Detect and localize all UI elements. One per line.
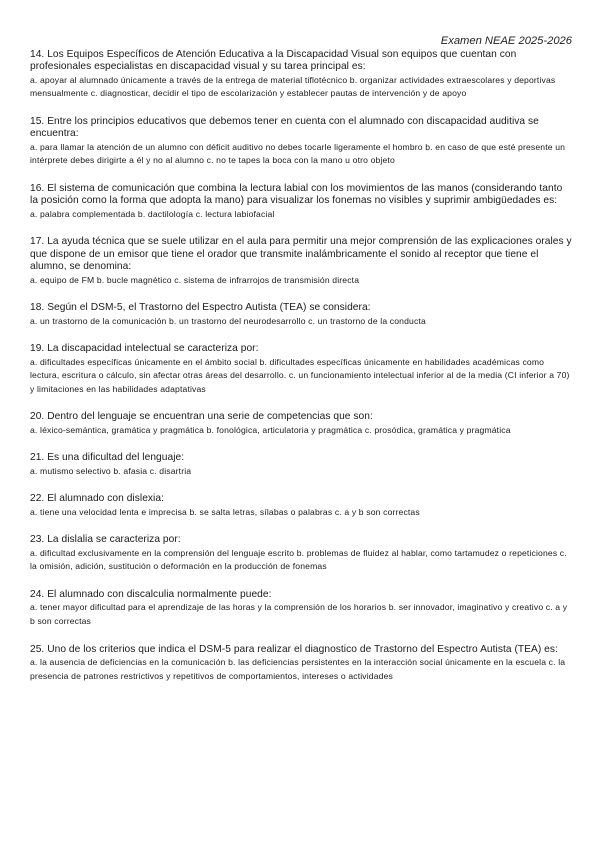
question-stem: 19. La discapacidad intelectual se caracteriza por: [30,343,259,355]
question-19 [30,343,572,396]
question-options: a. léxico-semántica, gramática y pragmática b. fonológica, articulatoria y pragmática c. prosódica, gramática y pragmática [30,424,511,435]
question-options: a. equipo de FM b. bucle magnético c. sistema de infrarrojos de transmisión directa [30,274,360,285]
question-options: a. apoyar al alumnado únicamente a través de la entrega de material tiflotécnico b. organizar actividades extraescolares y deportivas mensualmente c. diagnosticar, decidir el tipo de escolarización y establecer pautas de intervención y de apoyo [30,74,556,99]
question-14 [30,49,572,101]
question-21 [30,452,572,478]
question-options: a. dificultad exclusivamente en la comprensión del lenguaje escrito b. problemas de fluidez al hablar, como tartamudez o repeticiones c. la omisión, adición, sustitución o deformación en la producción de fonemas [30,547,567,572]
question-stem: 16. El sistema de comunicación que combina la lectura labial con los movimientos de las manos (considerando tanto la posición como la forma que adopta la mano) para visualizar los fonemas no visibles y suprimir ambigüedades es: [30,183,563,207]
question-18 [30,302,572,328]
question-stem: 25. Uno de los criterios que indica el DSM-5 para realizar el diagnostico de Trastorno del Espectro Autista (TEA) es: [30,643,558,655]
question-16 [30,183,572,221]
question-stem: 20. Dentro del lenguaje se encuentran una serie de competencias que son: [30,411,373,423]
question-options: a. dificultades específicas únicamente en el ámbito social b. dificultades específicas únicamente en habilidades académicas como lectura, escritura o cálculo, sin afectar otras áreas del desarrollo. c. un funcionamiento intelectual inferior al de la media (CI inferior a 70) y limitaciones en las habilidades adaptativas [30,356,570,394]
question-options: a. tiene una velocidad lenta e imprecisa b. se salta letras, sílabas o palabras c. a y b son correctas [30,506,420,517]
question-options: a. palabra complementada b. dactilología c. lectura labiofacial [30,208,275,219]
question-stem: 23. La dislalia se caracteriza por: [30,534,181,546]
question-15 [30,116,572,168]
question-stem: 15. Entre los principios educativos que debemos tener en cuenta con el alumnado con discapacidad auditiva se encuentra: [30,116,539,140]
question-17 [30,236,572,287]
question-stem: 17. La ayuda técnica que se suele utilizar en el aula para permitir una mejor comprensión de las explicaciones orales y que dispone de un emisor que tiene el orador que transmite inalámbricamente el sonido al receptor que tiene el alumno, se denomina: [30,236,572,273]
question-options: a. mutismo selectivo b. afasia c. disartria [30,465,192,476]
question-options: a. un trastorno de la comunicación b. un trastorno del neurodesarrollo c. un trastorno de la conducta [30,315,426,326]
question-stem: 18. Según el DSM-5, el Trastorno del Espectro Autista (TEA) se considera: [30,302,371,314]
question-stem: 24. El alumnado con discalculia normalmente puede: [30,589,272,600]
question-25 [30,644,572,684]
question-stem: 22. El alumnado con dislexia: [30,493,164,505]
question-options: a. tener mayor dificultad para el aprendizaje de las horas y la comprensión de los horarios b. ser innovador, imaginativo y creativo c. a y b son correctas [30,602,568,626]
question-list [30,49,572,683]
question-stem: 14. Los Equipos Específicos de Atención Educativa a la Discapacidad Visual son equipos que cuentan con profesionales especialistas en discapacidad visual y su tarea principal es: [30,49,517,73]
question-22 [30,493,572,519]
question-23 [30,534,572,574]
question-options: a. para llamar la atención de un alumno con déficit auditivo no debes tocarle ligeramente el hombro b. en caso de que esté presente un intérprete debes dirigirte a él y no al alumno c. no te tapes la boca con la mano u otro objeto [30,141,566,166]
question-24 [30,589,572,629]
question-options: a. la ausencia de deficiencias en la comunicación b. las deficiencias persistentes en la interacción social únicamente en la escuela c. la presencia de patrones restrictivos y repetitivos de comportamientos, intereses o actividades [30,657,566,681]
question-20 [30,411,572,437]
question-stem: 21. Es una dificultad del lenguaje: [30,452,185,464]
exam-header: Examen NEAE 2025-2026 [440,35,572,47]
